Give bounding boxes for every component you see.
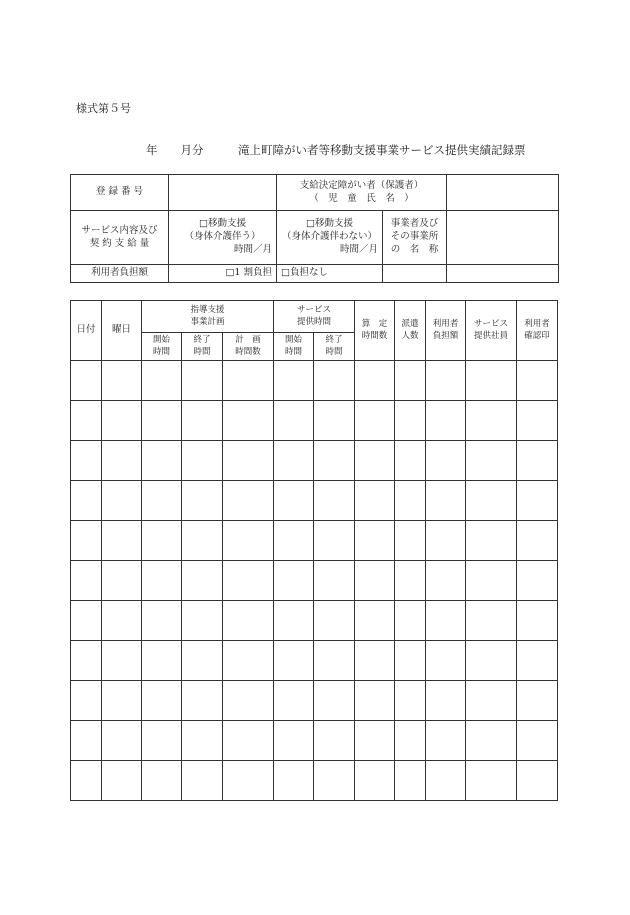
entry-cell[interactable]: [395, 521, 426, 561]
table-row: [71, 641, 558, 681]
entry-cell[interactable]: [314, 601, 355, 641]
entry-cell[interactable]: [71, 761, 102, 801]
entry-cell[interactable]: [314, 401, 355, 441]
entry-cell[interactable]: [355, 361, 395, 401]
user-confirm-header: 利用者 確認印: [517, 301, 558, 361]
entry-cell[interactable]: [466, 721, 517, 761]
entry-cell[interactable]: [426, 441, 466, 481]
entry-cell[interactable]: [142, 401, 182, 441]
entry-cell[interactable]: [355, 521, 395, 561]
entry-cell[interactable]: [314, 361, 355, 401]
plan-hours-header: 計 画 時間数: [223, 333, 274, 361]
entry-cell[interactable]: [102, 401, 142, 441]
service-content-label: サービス内容及び 契 約 支 給 量: [71, 211, 169, 265]
entry-cell[interactable]: [274, 441, 314, 481]
entry-cell[interactable]: [142, 481, 182, 521]
burden-amount-header: 利用者 負担額: [426, 301, 466, 361]
entry-cell[interactable]: [395, 721, 426, 761]
provider-name-field[interactable]: [447, 211, 559, 265]
entry-cell[interactable]: [466, 641, 517, 681]
entry-cell[interactable]: [395, 481, 426, 521]
entry-cell[interactable]: [395, 681, 426, 721]
entry-cell[interactable]: [142, 561, 182, 601]
entry-cell[interactable]: [71, 481, 102, 521]
entry-cell[interactable]: [142, 641, 182, 681]
table-row: [71, 441, 558, 481]
entry-cell[interactable]: [223, 641, 274, 681]
entry-cell[interactable]: [102, 681, 142, 721]
info-table: [70, 174, 559, 283]
service-option-with-care[interactable]: □移動支援 （身体介護伴う） 時間／月: [169, 211, 277, 265]
entry-cell[interactable]: [395, 601, 426, 641]
entry-cell[interactable]: [426, 361, 466, 401]
record-rows: [71, 361, 558, 801]
entry-cell[interactable]: [182, 601, 223, 641]
entry-cell[interactable]: [426, 641, 466, 681]
col-weekday-header: 曜日: [102, 301, 142, 361]
table-row: [71, 721, 558, 761]
table-row: [71, 601, 558, 641]
entry-cell[interactable]: [182, 561, 223, 601]
entry-cell[interactable]: [466, 361, 517, 401]
entry-cell[interactable]: [142, 521, 182, 561]
entry-cell[interactable]: [355, 401, 395, 441]
entry-cell[interactable]: [466, 521, 517, 561]
table-row: [71, 521, 558, 561]
entry-cell[interactable]: [314, 761, 355, 801]
entry-cell[interactable]: [314, 481, 355, 521]
entry-cell[interactable]: [355, 561, 395, 601]
table-row: [71, 681, 558, 721]
entry-cell[interactable]: [182, 361, 223, 401]
entry-cell[interactable]: [142, 441, 182, 481]
entry-cell[interactable]: [274, 481, 314, 521]
entry-cell[interactable]: [395, 761, 426, 801]
entry-cell[interactable]: [142, 361, 182, 401]
entry-cell[interactable]: [71, 401, 102, 441]
entry-cell[interactable]: [182, 721, 223, 761]
entry-cell[interactable]: [182, 521, 223, 561]
entry-cell[interactable]: [355, 481, 395, 521]
entry-cell[interactable]: [274, 641, 314, 681]
entry-cell[interactable]: [71, 441, 102, 481]
entry-cell[interactable]: [102, 641, 142, 681]
entry-cell[interactable]: [395, 401, 426, 441]
entry-cell[interactable]: [314, 441, 355, 481]
entry-cell[interactable]: [395, 441, 426, 481]
entry-cell[interactable]: [102, 481, 142, 521]
entry-cell[interactable]: [466, 681, 517, 721]
entry-cell[interactable]: [102, 761, 142, 801]
entry-cell[interactable]: [223, 441, 274, 481]
entry-cell[interactable]: [426, 601, 466, 641]
entry-cell[interactable]: [274, 401, 314, 441]
service-staff-header: サービス 提供社員: [466, 301, 517, 361]
entry-cell[interactable]: [426, 401, 466, 441]
entry-cell[interactable]: [314, 721, 355, 761]
table-row: [71, 561, 558, 601]
entry-cell[interactable]: [395, 641, 426, 681]
entry-cell[interactable]: [426, 561, 466, 601]
entry-cell[interactable]: [142, 601, 182, 641]
entry-cell[interactable]: [466, 601, 517, 641]
dispatch-count-header: 派遣 人数: [395, 301, 426, 361]
service-end-header: 終了 時間: [314, 333, 355, 361]
entry-cell[interactable]: [223, 681, 274, 721]
burden-option-ten-percent[interactable]: □1 割負担: [169, 265, 277, 283]
entry-cell[interactable]: [314, 561, 355, 601]
entry-cell[interactable]: [517, 401, 558, 441]
entry-cell[interactable]: [223, 521, 274, 561]
entry-cell[interactable]: [426, 761, 466, 801]
entry-cell[interactable]: [71, 601, 102, 641]
entry-cell[interactable]: [426, 481, 466, 521]
calc-hours-header: 算 定 時間数: [355, 301, 395, 361]
entry-cell[interactable]: [71, 681, 102, 721]
service-start-header: 開始 時間: [274, 333, 314, 361]
entry-cell[interactable]: [355, 641, 395, 681]
entry-cell[interactable]: [142, 761, 182, 801]
entry-cell[interactable]: [517, 721, 558, 761]
entry-cell[interactable]: [102, 441, 142, 481]
entry-cell[interactable]: [517, 641, 558, 681]
entry-cell[interactable]: [395, 361, 426, 401]
entry-cell[interactable]: [517, 681, 558, 721]
entry-cell[interactable]: [395, 561, 426, 601]
entry-cell[interactable]: [182, 641, 223, 681]
entry-cell[interactable]: [355, 761, 395, 801]
entry-cell[interactable]: [274, 761, 314, 801]
entry-cell[interactable]: [182, 441, 223, 481]
entry-cell[interactable]: [274, 561, 314, 601]
table-row: [71, 481, 558, 521]
entry-cell[interactable]: [426, 521, 466, 561]
entry-cell[interactable]: [223, 361, 274, 401]
registration-number-field[interactable]: [169, 175, 277, 211]
entry-cell[interactable]: [517, 441, 558, 481]
entry-cell[interactable]: [517, 761, 558, 801]
table-row: [71, 761, 558, 801]
recipient-name-field[interactable]: [447, 175, 559, 211]
entry-cell[interactable]: [314, 641, 355, 681]
user-burden-label: 利用者負担額: [71, 265, 169, 283]
entry-cell[interactable]: [466, 401, 517, 441]
record-table: [70, 300, 558, 801]
entry-cell[interactable]: [71, 721, 102, 761]
plan-header: 指導支援 事業計画: [142, 301, 274, 333]
entry-cell[interactable]: [223, 721, 274, 761]
entry-cell[interactable]: [355, 601, 395, 641]
entry-cell[interactable]: [102, 561, 142, 601]
entry-cell[interactable]: [274, 681, 314, 721]
entry-cell[interactable]: [102, 721, 142, 761]
entry-cell[interactable]: [517, 481, 558, 521]
entry-cell[interactable]: [355, 441, 395, 481]
service-time-header: サービス 提供時間: [274, 301, 355, 333]
entry-cell[interactable]: [182, 481, 223, 521]
page-title: 年 月分 滝上町障がい者等移動支援事業サービス提供実績記録票: [146, 143, 526, 157]
entry-cell[interactable]: [102, 601, 142, 641]
entry-cell[interactable]: [102, 521, 142, 561]
burden-amount-field[interactable]: [447, 265, 559, 283]
entry-cell[interactable]: [466, 441, 517, 481]
entry-cell[interactable]: [182, 761, 223, 801]
entry-cell[interactable]: [426, 721, 466, 761]
entry-cell[interactable]: [466, 561, 517, 601]
entry-cell[interactable]: [517, 521, 558, 561]
entry-cell[interactable]: [355, 681, 395, 721]
entry-cell[interactable]: [314, 681, 355, 721]
entry-cell[interactable]: [466, 761, 517, 801]
entry-cell[interactable]: [274, 721, 314, 761]
entry-cell[interactable]: [314, 521, 355, 561]
entry-cell[interactable]: [71, 641, 102, 681]
plan-start-header: 開始 時間: [142, 333, 182, 361]
entry-cell[interactable]: [71, 361, 102, 401]
entry-cell[interactable]: [142, 721, 182, 761]
burden-option-none[interactable]: □負担なし: [277, 265, 383, 283]
entry-cell[interactable]: [426, 681, 466, 721]
entry-cell[interactable]: [517, 601, 558, 641]
entry-cell[interactable]: [355, 721, 395, 761]
entry-cell[interactable]: [182, 681, 223, 721]
plan-end-header: 終了 時間: [182, 333, 223, 361]
entry-cell[interactable]: [517, 361, 558, 401]
col-date-header: 日付: [71, 301, 102, 361]
burden-blank-cell: [383, 265, 447, 283]
table-row: [71, 361, 558, 401]
entry-cell[interactable]: [223, 401, 274, 441]
entry-cell[interactable]: [223, 481, 274, 521]
entry-cell[interactable]: [466, 481, 517, 521]
entry-cell[interactable]: [182, 401, 223, 441]
entry-cell[interactable]: [223, 561, 274, 601]
recipient-label: 支給決定障がい者（保護者） （ 児 童 氏 名 ）: [277, 175, 447, 211]
entry-cell[interactable]: [71, 521, 102, 561]
table-row: [71, 401, 558, 441]
service-option-without-care[interactable]: □移動支援 （身体介護伴わない） 時間／月: [277, 211, 383, 265]
entry-cell[interactable]: [223, 761, 274, 801]
form-number: 様式第５号: [76, 102, 131, 115]
entry-cell[interactable]: [102, 361, 142, 401]
registration-number-label: 登 録 番 号: [71, 175, 169, 211]
entry-cell[interactable]: [274, 601, 314, 641]
entry-cell[interactable]: [517, 561, 558, 601]
entry-cell[interactable]: [71, 561, 102, 601]
entry-cell[interactable]: [274, 361, 314, 401]
entry-cell[interactable]: [142, 681, 182, 721]
entry-cell[interactable]: [274, 521, 314, 561]
provider-label: 事業者及び その事業所 の 名 称: [383, 211, 447, 265]
entry-cell[interactable]: [223, 601, 274, 641]
